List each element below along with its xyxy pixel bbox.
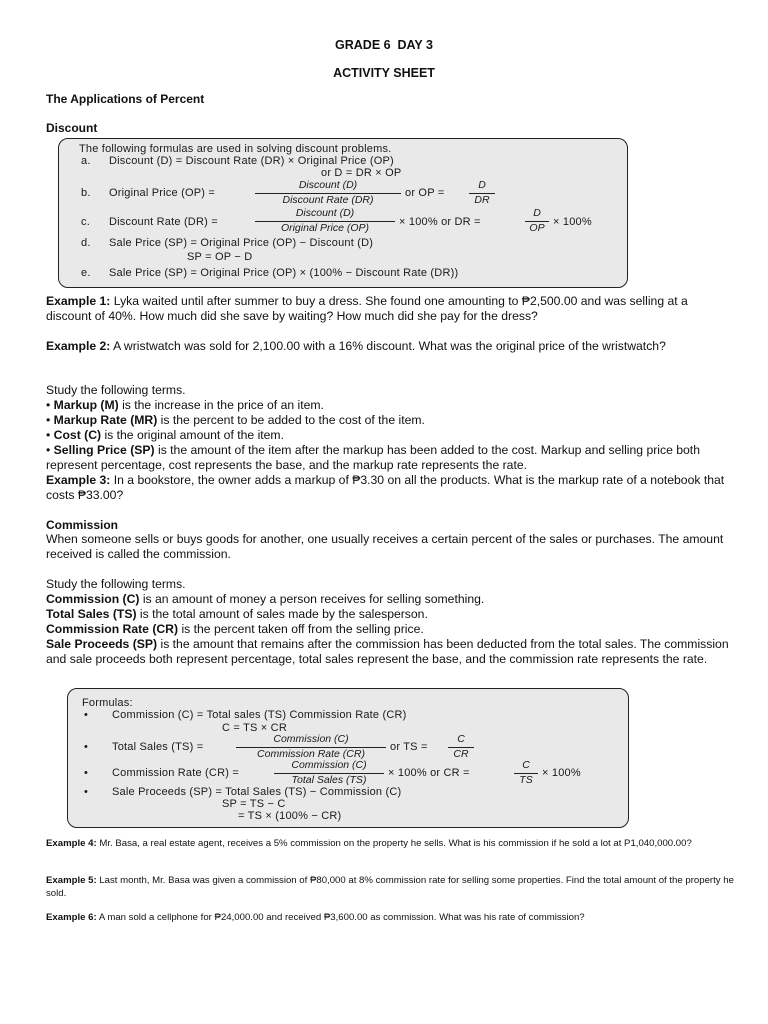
bullet: • xyxy=(46,428,51,442)
example-3-label: Example 3: xyxy=(46,473,111,487)
formula-commission-rate-middle: × 100% or CR = xyxy=(388,767,470,779)
formula-commission-rate-numerator-2: C xyxy=(522,759,530,771)
formula-a-label: a. xyxy=(81,155,91,167)
example-6-label: Example 6: xyxy=(46,912,97,923)
term-definition: is the amount that remains after the commission has been deducted from the total sales. The commission and sale proceeds both represent percentage, total sales represent the base, and the commission rate represents the rate. xyxy=(46,637,729,666)
formula-a-alt: or D = DR × OP xyxy=(321,167,402,179)
formula-e-text: Sale Price (SP) = Original Price (OP) × (100% − Discount Rate (DR)) xyxy=(109,267,459,279)
term-commission-rate xyxy=(46,622,736,637)
example-6 xyxy=(46,912,736,925)
formula-c-label: c. xyxy=(81,216,90,228)
formula-commission-rate-denominator-2: TS xyxy=(519,774,533,786)
example-2-label: Example 2: xyxy=(46,339,111,353)
example-2 xyxy=(46,339,736,354)
example-3-text: In a bookstore, the owner adds a markup of ₱3.30 on all the products. What is the markup rate of a notebook that costs ₱33.00? xyxy=(46,473,725,502)
term-definition: is an amount of money a person receives for selling something. xyxy=(142,592,485,606)
formula-b-numerator: Discount (D) xyxy=(298,179,358,191)
formula-b-lhs: Original Price (OP) = xyxy=(109,187,215,199)
term-markup-rate xyxy=(46,413,736,428)
commission-terms xyxy=(46,577,736,667)
discount-heading: Discount xyxy=(46,121,98,135)
formula-commission-rate-lhs: Commission Rate (CR) = xyxy=(112,767,239,779)
section-title: The Applications of Percent xyxy=(46,92,205,106)
formula-b-or: or OP = xyxy=(405,187,445,199)
formula-b-denominator: Discount Rate (DR) xyxy=(282,194,374,206)
term-name: Cost (C) xyxy=(53,428,102,442)
activity-sheet-title: ACTIVITY SHEET xyxy=(333,66,435,80)
bullet: • xyxy=(84,767,89,779)
formula-commission: Commission (C) = Total sales (TS) Commission Rate (CR) xyxy=(112,709,407,721)
formula-b-numerator-2: D xyxy=(478,179,486,191)
study-terms-intro: Study the following terms. xyxy=(46,577,186,591)
formula-c-end: × 100% xyxy=(553,216,592,228)
term-name: Total Sales (TS) xyxy=(46,607,137,621)
discount-box-intro: The following formulas are used in solving discount problems. xyxy=(79,143,392,155)
formula-d-alt: SP = OP − D xyxy=(187,251,253,263)
grade-title: GRADE 6 DAY 3 xyxy=(335,38,433,52)
bullet: • xyxy=(46,398,51,412)
term-total-sales xyxy=(46,607,736,622)
example-1-text: Lyka waited until after summer to buy a dress. She found one amounting to ₱2,500.00 and was selling at a discount of 40%. How much did she save by waiting? How much did she pay for the dress? xyxy=(46,294,688,323)
formula-total-sales-numerator: Commission (C) xyxy=(273,733,349,745)
formula-total-sales-denominator: Commission Rate (CR) xyxy=(257,748,365,760)
formula-c-denominator: Original Price (OP) xyxy=(280,222,370,234)
formula-b-label: b. xyxy=(81,187,91,199)
commission-intro: When someone sells or buys goods for another, one usually receives a certain percent of the sales or purchases. The amount received is called the commission. xyxy=(46,532,724,561)
term-name: Commission (C) xyxy=(46,592,140,606)
term-name: Sale Proceeds (SP) xyxy=(46,637,158,651)
formula-a-text: Discount (D) = Discount Rate (DR) × Original Price (OP) xyxy=(109,155,394,167)
markup-terms xyxy=(46,383,736,503)
formula-total-sales-denominator-2: CR xyxy=(453,748,469,760)
term-definition: is the percent taken off from the selling price. xyxy=(181,622,424,636)
discount-formula-box xyxy=(58,138,628,288)
formula-commission-rate-end: × 100% xyxy=(542,767,581,779)
term-name: Commission Rate (CR) xyxy=(46,622,179,636)
formula-commission-rate-denominator: Total Sales (TS) xyxy=(291,774,367,786)
term-sale-proceeds xyxy=(46,637,736,667)
formula-b-denominator-2: DR xyxy=(474,194,490,206)
example-3 xyxy=(46,473,736,503)
term-cost xyxy=(46,428,736,443)
bullet: • xyxy=(84,786,89,798)
term-commission xyxy=(46,592,736,607)
term-name: Selling Price (SP) xyxy=(53,443,155,457)
formula-c-middle: × 100% or DR = xyxy=(399,216,481,228)
formula-total-sales-or: or TS = xyxy=(390,741,428,753)
example-4-label: Example 4: xyxy=(46,838,97,849)
formula-d-text: Sale Price (SP) = Original Price (OP) − Discount (D) xyxy=(109,237,374,249)
commission-heading: Commission xyxy=(46,518,119,532)
formula-total-sales-numerator-2: C xyxy=(457,733,465,745)
formula-d-label: d. xyxy=(81,237,91,249)
term-selling-price xyxy=(46,443,736,473)
formula-sale-proceeds-alt-2: = TS × (100% − CR) xyxy=(238,810,342,822)
term-definition: is the percent to be added to the cost of the item. xyxy=(160,413,425,427)
term-definition: is the amount of the item after the markup has been added to the cost. Markup and selling price both represent percentage, cost represents the base, and the markup rate represents the rate. xyxy=(46,443,700,472)
bullet: • xyxy=(46,443,51,457)
formula-sale-proceeds: Sale Proceeds (SP) = Total Sales (TS) − Commission (C) xyxy=(112,786,402,798)
formula-c-lhs: Discount Rate (DR) = xyxy=(109,216,218,228)
example-5 xyxy=(46,875,736,900)
term-name: Markup (M) xyxy=(53,398,119,412)
term-definition: is the total amount of sales made by the salesperson. xyxy=(139,607,428,621)
example-1 xyxy=(46,294,736,324)
example-4-text: Mr. Basa, a real estate agent, receives a 5% commission on the property he sells. What is his commission if he sold a lot at P1,040,000.00? xyxy=(99,838,692,849)
formula-commission-alt: C = TS × CR xyxy=(222,722,287,734)
formula-sale-proceeds-alt-1: SP = TS − C xyxy=(222,798,286,810)
term-definition: is the increase in the price of an item. xyxy=(122,398,324,412)
study-terms-intro: Study the following terms. xyxy=(46,383,186,397)
formula-c-denominator-2: OP xyxy=(529,222,545,234)
formula-total-sales-lhs: Total Sales (TS) = xyxy=(112,741,204,753)
formula-e-label: e. xyxy=(81,267,91,279)
example-5-text: Last month, Mr. Basa was given a commission of ₱80,000 at 8% commission rate for selling some properties. Find the total amount of the property he sold. xyxy=(46,875,734,899)
formula-c-numerator-2: D xyxy=(533,207,541,219)
example-4 xyxy=(46,838,736,851)
example-6-text: A man sold a cellphone for ₱24,000.00 and received ₱3,600.00 as commission. What was his rate of commission? xyxy=(98,912,585,923)
bullet: • xyxy=(46,413,51,427)
example-5-label: Example 5: xyxy=(46,875,97,886)
bullet: • xyxy=(84,741,89,753)
commission-box-title: Formulas: xyxy=(82,697,133,709)
term-definition: is the original amount of the item. xyxy=(104,428,284,442)
example-2-text: A wristwatch was sold for 2,100.00 with a 16% discount. What was the original price of the wristwatch? xyxy=(113,339,666,353)
formula-commission-rate-numerator: Commission (C) xyxy=(291,759,367,771)
example-1-label: Example 1: xyxy=(46,294,111,308)
commission-formula-box xyxy=(67,688,629,828)
term-markup xyxy=(46,398,736,413)
term-name: Markup Rate (MR) xyxy=(53,413,158,427)
bullet: • xyxy=(84,709,89,721)
formula-c-numerator: Discount (D) xyxy=(295,207,355,219)
